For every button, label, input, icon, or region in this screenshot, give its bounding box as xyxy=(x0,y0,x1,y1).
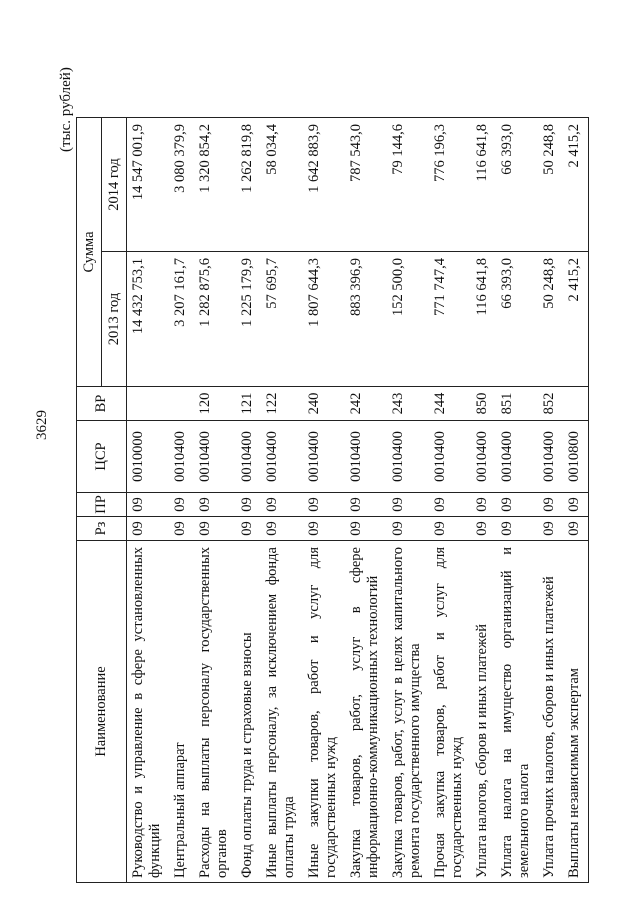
row-pr: 09 xyxy=(127,493,170,517)
row-pr: 09 xyxy=(496,493,538,517)
row-csr: 0010800 xyxy=(563,421,589,493)
budget-table xyxy=(76,117,589,883)
row-csr: 0010400 xyxy=(169,421,194,493)
col-header-2014: 2014 год xyxy=(102,118,127,252)
row-value-2014: 787 543,0 xyxy=(345,118,387,252)
row-name: Центральный аппарат xyxy=(169,541,194,883)
row-rz: 09 xyxy=(496,517,538,541)
row-csr: 0010400 xyxy=(471,421,496,493)
col-header-sum: Сумма xyxy=(77,118,102,387)
row-name: Уплата прочих налогов, сборов и иных платежей xyxy=(538,541,563,883)
row-pr: 09 xyxy=(194,493,236,517)
row-name: Руководство и управление в сфере установленных функций xyxy=(127,541,170,883)
row-pr: 09 xyxy=(429,493,471,517)
row-pr: 09 xyxy=(236,493,261,517)
row-csr: 0010000 xyxy=(127,421,170,493)
row-value-2013: 1 807 644,3 xyxy=(303,252,345,387)
table-row xyxy=(387,118,429,883)
table-row xyxy=(194,118,236,883)
row-rz: 09 xyxy=(345,517,387,541)
row-value-2014: 50 248,8 xyxy=(538,118,563,252)
table-row xyxy=(471,118,496,883)
row-csr: 0010400 xyxy=(194,421,236,493)
row-vr: 121 xyxy=(236,387,261,421)
row-rz: 09 xyxy=(563,517,589,541)
row-value-2013: 1 225 179,9 xyxy=(236,252,261,387)
row-value-2013: 116 641,8 xyxy=(471,252,496,387)
row-name: Закупка товаров, работ, услуг в целях капитального ремонта государственного имущества xyxy=(387,541,429,883)
row-pr: 09 xyxy=(261,493,303,517)
col-header-2013: 2013 год xyxy=(102,252,127,387)
row-value-2014: 3 080 379,9 xyxy=(169,118,194,252)
row-csr: 0010400 xyxy=(236,421,261,493)
row-vr: 244 xyxy=(429,387,471,421)
row-rz: 09 xyxy=(127,517,170,541)
col-header-vr: ВР xyxy=(77,387,127,421)
row-value-2013: 883 396,9 xyxy=(345,252,387,387)
table-body xyxy=(127,118,589,883)
table-row xyxy=(429,118,471,883)
units-label: (тыс. рублей) xyxy=(58,67,74,152)
row-value-2014: 14 547 001,9 xyxy=(127,118,170,252)
table-row xyxy=(261,118,303,883)
row-value-2013: 152 500,0 xyxy=(387,252,429,387)
row-vr: 851 xyxy=(496,387,538,421)
row-value-2013: 66 393,0 xyxy=(496,252,538,387)
row-value-2014: 116 641,8 xyxy=(471,118,496,252)
row-value-2014: 1 642 883,9 xyxy=(303,118,345,252)
col-header-pr: ПР xyxy=(77,493,127,517)
row-rz: 09 xyxy=(303,517,345,541)
row-pr: 09 xyxy=(387,493,429,517)
row-value-2013: 2 415,2 xyxy=(563,252,589,387)
row-value-2014: 66 393,0 xyxy=(496,118,538,252)
row-csr: 0010400 xyxy=(303,421,345,493)
row-vr: 122 xyxy=(261,387,303,421)
table-row xyxy=(127,118,170,883)
table-row xyxy=(236,118,261,883)
landscape-page xyxy=(0,45,640,905)
row-value-2014: 79 144,6 xyxy=(387,118,429,252)
col-header-name: Наименование xyxy=(77,541,127,883)
row-vr: 120 xyxy=(194,387,236,421)
row-pr: 09 xyxy=(538,493,563,517)
row-value-2013: 3 207 161,7 xyxy=(169,252,194,387)
row-vr: 243 xyxy=(387,387,429,421)
row-rz: 09 xyxy=(429,517,471,541)
row-vr: 850 xyxy=(471,387,496,421)
col-header-csr: ЦСР xyxy=(77,421,127,493)
row-vr xyxy=(127,387,170,421)
row-pr: 09 xyxy=(303,493,345,517)
table-row xyxy=(563,118,589,883)
row-name: Иные закупки товаров, работ и услуг для государственных нужд xyxy=(303,541,345,883)
row-rz: 09 xyxy=(538,517,563,541)
row-rz: 09 xyxy=(261,517,303,541)
row-name: Закупка товаров, работ, услуг в сфере информационно-коммуникационных технологий xyxy=(345,541,387,883)
row-csr: 0010400 xyxy=(387,421,429,493)
row-vr: 852 xyxy=(538,387,563,421)
row-value-2014: 1 262 819,8 xyxy=(236,118,261,252)
row-csr: 0010400 xyxy=(496,421,538,493)
row-rz: 09 xyxy=(194,517,236,541)
row-csr: 0010400 xyxy=(345,421,387,493)
row-rz: 09 xyxy=(169,517,194,541)
row-value-2014: 776 196,3 xyxy=(429,118,471,252)
row-vr xyxy=(563,387,589,421)
row-vr: 242 xyxy=(345,387,387,421)
row-rz: 09 xyxy=(387,517,429,541)
table-row xyxy=(303,118,345,883)
header-row xyxy=(77,118,102,883)
row-value-2013: 14 432 753,1 xyxy=(127,252,170,387)
row-pr: 09 xyxy=(563,493,589,517)
row-name: Уплата налога на имущество организаций и земельного налога xyxy=(496,541,538,883)
row-rz: 09 xyxy=(236,517,261,541)
row-name: Уплата налогов, сборов и иных платежей xyxy=(471,541,496,883)
row-csr: 0010400 xyxy=(261,421,303,493)
row-rz: 09 xyxy=(471,517,496,541)
row-pr: 09 xyxy=(345,493,387,517)
row-value-2014: 2 415,2 xyxy=(563,118,589,252)
row-csr: 0010400 xyxy=(538,421,563,493)
row-csr: 0010400 xyxy=(429,421,471,493)
row-vr: 240 xyxy=(303,387,345,421)
row-value-2013: 771 747,4 xyxy=(429,252,471,387)
table-row xyxy=(345,118,387,883)
table-row xyxy=(496,118,538,883)
row-name: Прочая закупка товаров, работ и услуг для государственных нужд xyxy=(429,541,471,883)
table-row xyxy=(538,118,563,883)
row-value-2013: 1 282 875,6 xyxy=(194,252,236,387)
row-value-2013: 50 248,8 xyxy=(538,252,563,387)
page-number: 3629 xyxy=(34,410,50,440)
table-row xyxy=(169,118,194,883)
row-pr: 09 xyxy=(471,493,496,517)
col-header-rz: Рз xyxy=(77,517,127,541)
row-name: Иные выплаты персоналу, за исключением фонда оплаты труда xyxy=(261,541,303,883)
row-name: Выплаты независимым экспертам xyxy=(563,541,589,883)
row-name: Фонд оплаты труда и страховые взносы xyxy=(236,541,261,883)
row-pr: 09 xyxy=(169,493,194,517)
row-value-2014: 58 034,4 xyxy=(261,118,303,252)
row-vr xyxy=(169,387,194,421)
row-value-2013: 57 695,7 xyxy=(261,252,303,387)
row-name: Расходы на выплаты персоналу государственных органов xyxy=(194,541,236,883)
row-value-2014: 1 320 854,2 xyxy=(194,118,236,252)
